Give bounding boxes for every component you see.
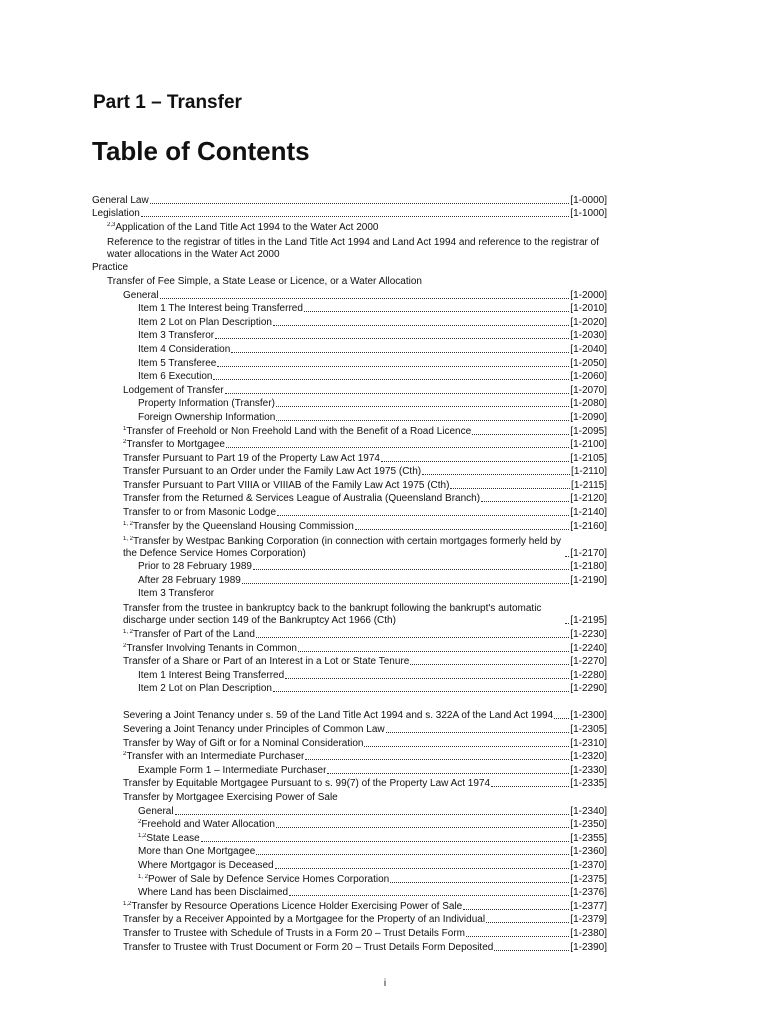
toc-entry-title bbox=[92, 208, 140, 220]
toc-entry-footnote-marker: 1, 2 bbox=[123, 629, 134, 636]
toc-entry-title bbox=[138, 588, 214, 600]
toc-entry-reference: [1-2010] bbox=[570, 303, 607, 315]
toc-entry-footnote-marker: 1 bbox=[123, 425, 127, 432]
toc-entry-text: Transfer Pursuant to Part VIIIA or VIIIAB of the Family Law Act 1975 (Cth) bbox=[123, 479, 450, 491]
toc-entry-text: Transfer by a Receiver Appointed by a Mortgagee for the Property of an Individual bbox=[123, 914, 486, 926]
toc-entry-title bbox=[138, 330, 214, 342]
toc-entry-reference: [1-0000] bbox=[570, 194, 607, 206]
toc-entry-reference: [1-2335] bbox=[570, 778, 607, 790]
toc-leader-dots bbox=[225, 393, 570, 394]
toc-leader-dots bbox=[472, 434, 569, 435]
toc-entry-title bbox=[138, 398, 275, 410]
toc-entry-footnote-marker: 2 bbox=[123, 642, 127, 649]
toc-leader-dots bbox=[226, 447, 569, 448]
toc-leader-dots bbox=[327, 773, 569, 774]
toc-entry[interactable] bbox=[92, 627, 607, 641]
toc-leader-dots bbox=[242, 583, 569, 584]
toc-entry-reference: [1-2377] bbox=[570, 900, 607, 912]
toc-entry-title bbox=[123, 521, 354, 533]
toc-entry-title bbox=[138, 874, 389, 886]
toc-entry-text: General bbox=[123, 289, 159, 301]
toc-entry-reference: [1-2160] bbox=[570, 520, 607, 532]
toc-leader-dots bbox=[256, 637, 569, 638]
toc-leader-dots bbox=[486, 922, 569, 923]
toc-leader-dots bbox=[276, 420, 569, 421]
toc-entry-title bbox=[138, 846, 255, 858]
toc-entry-footnote-marker: 1,2 bbox=[123, 900, 132, 907]
toc-entry-title bbox=[123, 928, 465, 940]
toc-entry-reference: [1-2379] bbox=[570, 914, 607, 926]
toc-entry-title bbox=[138, 317, 272, 329]
toc-leader-dots bbox=[175, 814, 570, 815]
toc-entry-reference: [1-2115] bbox=[571, 479, 607, 491]
toc-leader-dots bbox=[491, 786, 569, 787]
toc-entry-text: Item 6 Execution bbox=[138, 371, 213, 383]
toc-entry-text: Transfer to Mortgagee bbox=[126, 439, 225, 451]
toc-entry[interactable] bbox=[92, 261, 607, 275]
toc-entry[interactable] bbox=[92, 818, 607, 832]
toc-entry-title bbox=[123, 453, 380, 465]
toc-entry[interactable] bbox=[92, 600, 607, 627]
toc-entry[interactable] bbox=[92, 424, 607, 438]
toc-entry-reference: [1-2340] bbox=[570, 805, 607, 817]
toc-entry-title bbox=[123, 439, 225, 451]
toc-entry-title bbox=[138, 412, 275, 424]
toc-entry-text: Transfer Involving Tenants in Common bbox=[126, 642, 297, 654]
toc-entry-text: Item 2 Lot on Plan Description bbox=[138, 316, 272, 328]
toc-entry-title bbox=[138, 833, 200, 845]
toc-leader-dots bbox=[273, 691, 569, 692]
toc-entry-text: Transfer to or from Masonic Lodge bbox=[123, 507, 277, 519]
toc-entry-title bbox=[123, 778, 490, 790]
toc-entry-text: Transfer Pursuant to Part 19 of the Property Law Act 1974 bbox=[123, 452, 380, 464]
toc-entry[interactable] bbox=[92, 872, 607, 886]
toc-leader-dots bbox=[304, 311, 569, 312]
toc-title: Table of Contents bbox=[92, 136, 310, 166]
toc-leader-dots bbox=[231, 352, 569, 353]
toc-entry-reference: [1-2040] bbox=[570, 343, 607, 355]
toc-entry-reference: [1-2375] bbox=[570, 873, 607, 885]
toc-entry-reference: [1-2050] bbox=[570, 357, 607, 369]
toc-entry-text: Item 4 Consideration bbox=[138, 343, 231, 355]
toc-leader-dots bbox=[305, 759, 569, 760]
toc-entry[interactable] bbox=[92, 505, 607, 519]
toc-entry[interactable] bbox=[92, 790, 607, 804]
toc-entry-text: Where Land has been Disclaimed bbox=[138, 887, 289, 899]
toc-entry-reference: [1-2020] bbox=[570, 316, 607, 328]
toc-entry-text: Transfer by Way of Gift or for a Nominal Consideration bbox=[123, 737, 364, 749]
toc-entry[interactable] bbox=[92, 288, 607, 302]
toc-leader-dots bbox=[273, 325, 569, 326]
toc-entry-reference: [1-2240] bbox=[570, 642, 607, 654]
toc-leader-dots bbox=[275, 868, 570, 869]
toc-entry-reference: [1-2140] bbox=[570, 507, 607, 519]
toc-leader-dots bbox=[466, 936, 569, 937]
toc-entry-footnote-marker: 1,2 bbox=[138, 832, 147, 839]
toc-entry-text: Transfer of Freehold or Non Freehold Land with the Benefit of a Road Licence bbox=[126, 425, 472, 437]
toc-leader-dots bbox=[381, 461, 569, 462]
toc-entry[interactable] bbox=[92, 845, 607, 859]
toc-entry-reference: [1-2105] bbox=[570, 452, 607, 464]
toc-entry-reference: [1-2390] bbox=[570, 941, 607, 953]
toc-leader-dots bbox=[285, 678, 569, 679]
toc-entry-footnote-marker: 1, 2 bbox=[123, 535, 134, 542]
toc-entry[interactable] bbox=[92, 641, 607, 655]
toc-entry-reference: [1-1000] bbox=[570, 208, 607, 220]
toc-entry-text: Transfer by Equitable Mortgagee Pursuant to s. 99(7) of the Property Law Act 1974 bbox=[123, 778, 491, 790]
toc-entry-title bbox=[138, 371, 212, 383]
toc-entry-reference: [1-2120] bbox=[570, 493, 607, 505]
toc-entry-title bbox=[123, 507, 276, 519]
toc-entry[interactable] bbox=[92, 274, 607, 288]
toc-entry-footnote-marker: 1, 2 bbox=[123, 520, 134, 527]
toc-entry-text: Transfer from the trustee in bankruptcy back to the bankrupt following the bankrupt's automatic discharge under section 149 of the Bankruptcy Act 1966 (Cth) bbox=[123, 603, 542, 627]
toc-entry-reference: [1-2305] bbox=[570, 724, 607, 735]
toc-entry-reference: [1-2310] bbox=[570, 737, 607, 749]
toc-entry-text: Transfer of a Share or Part of an Interest in a Lot or State Tenure bbox=[123, 656, 410, 668]
toc-leader-dots bbox=[298, 651, 569, 652]
toc-entry-title bbox=[123, 536, 564, 560]
toc-entry[interactable] bbox=[92, 777, 607, 791]
toc-entry-text: Prior to 28 February 1989 bbox=[138, 561, 252, 573]
toc-entry-reference: [1-2230] bbox=[570, 629, 607, 641]
toc-entry-text: Lodgement of Transfer bbox=[123, 384, 224, 396]
toc-entry[interactable] bbox=[92, 383, 607, 397]
toc-entry-reference: [1-2000] bbox=[570, 289, 607, 301]
toc-entry-reference: [1-2090] bbox=[570, 411, 607, 423]
toc-leader-dots bbox=[481, 501, 569, 502]
toc-entry-title bbox=[138, 575, 241, 587]
toc-entry-title bbox=[123, 643, 297, 655]
toc-entry-reference: [1-2080] bbox=[570, 398, 607, 410]
toc-leader-dots bbox=[160, 298, 570, 299]
toc-entry-title bbox=[123, 290, 159, 302]
toc-entry-title bbox=[123, 480, 449, 492]
toc-leader-dots bbox=[253, 569, 569, 570]
toc-entry-title bbox=[123, 792, 338, 804]
toc-entry-text: Transfer by the Queensland Housing Commission bbox=[133, 520, 354, 532]
toc-entry-text: Where Mortgagor is Deceased bbox=[138, 859, 274, 871]
toc-entry-text: Transfer of Part of the Land bbox=[133, 629, 255, 641]
toc-entry-title bbox=[123, 901, 462, 913]
toc-entry-text: Item 5 Transferee bbox=[138, 357, 217, 369]
toc-entry[interactable] bbox=[92, 397, 607, 411]
toc-entry[interactable] bbox=[92, 220, 607, 234]
toc-entry[interactable] bbox=[92, 315, 607, 329]
toc-entry[interactable] bbox=[92, 573, 607, 587]
toc-entry[interactable] bbox=[92, 763, 607, 777]
toc-entry[interactable] bbox=[92, 519, 607, 533]
toc-entry-title bbox=[138, 860, 274, 872]
toc-entry[interactable] bbox=[92, 410, 607, 424]
toc-entry-reference: [1-2110] bbox=[571, 466, 607, 478]
toc-leader-dots bbox=[494, 950, 569, 951]
toc-entry[interactable] bbox=[92, 438, 607, 452]
toc-entry-title bbox=[107, 222, 378, 234]
toc-entry-text: Transfer by Westpac Banking Corporation (in connection with certain mortgages formerly held by the Defence Service Homes Corporation) bbox=[123, 535, 561, 559]
toc-entry-title bbox=[123, 724, 385, 736]
toc-leader-dots bbox=[213, 379, 569, 380]
toc-entry-title bbox=[123, 603, 564, 627]
toc-entry-text: Transfer to Trustee with Trust Document or Form 20 – Trust Details Form Deposited bbox=[123, 941, 494, 953]
toc-entry-title bbox=[123, 466, 421, 478]
toc-entry[interactable] bbox=[92, 451, 607, 465]
toc-entry[interactable] bbox=[92, 560, 607, 574]
toc-entry-title bbox=[123, 751, 304, 763]
toc-entry-title bbox=[123, 914, 485, 926]
toc-entry-title bbox=[138, 887, 288, 899]
toc-leader-dots bbox=[201, 841, 570, 842]
toc-entry[interactable] bbox=[92, 370, 607, 384]
toc-entry-reference: [1-2320] bbox=[570, 751, 607, 763]
toc-entry[interactable] bbox=[92, 329, 607, 343]
toc-entry-footnote-marker: 2,3 bbox=[107, 221, 116, 228]
toc-entry[interactable] bbox=[92, 858, 607, 872]
toc-entry-text: Item 1 Interest Being Transferred bbox=[138, 669, 285, 681]
toc-entry[interactable] bbox=[92, 234, 607, 261]
toc-entry[interactable] bbox=[92, 886, 607, 900]
toc-entry[interactable] bbox=[92, 695, 607, 722]
toc-entry-text: Example Form 1 – Intermediate Purchaser bbox=[138, 764, 327, 776]
toc-entry-footnote-marker: 2 bbox=[123, 751, 127, 758]
toc-entry[interactable] bbox=[92, 478, 607, 492]
toc-entry[interactable] bbox=[92, 207, 607, 221]
toc-entry[interactable] bbox=[92, 736, 607, 750]
toc-entry-title bbox=[138, 561, 252, 573]
toc-entry[interactable] bbox=[92, 804, 607, 818]
toc-entry-reference: [1-2280] bbox=[570, 669, 607, 681]
toc-entry-title bbox=[123, 738, 363, 750]
toc-entry-reference: [1-2370] bbox=[570, 859, 607, 871]
toc-leader-dots bbox=[276, 406, 569, 407]
toc-entry[interactable] bbox=[92, 831, 607, 845]
toc-entry-text: Legislation bbox=[92, 208, 140, 220]
toc-leader-dots bbox=[355, 529, 569, 530]
toc-entry[interactable] bbox=[92, 913, 607, 927]
toc-entry[interactable] bbox=[92, 193, 607, 207]
toc-entry-title bbox=[92, 262, 128, 274]
toc-entry-text: Reference to the registrar of titles in the Land Title Act 1994 and Land Act 1994 and reference to the registrar of water allocations in the Water Act 2000 bbox=[107, 236, 599, 260]
toc-leader-dots bbox=[277, 515, 569, 516]
toc-entry-text: Transfer by Mortgagee Exercising Power of Sale bbox=[123, 791, 338, 803]
toc-leader-dots bbox=[289, 895, 569, 896]
toc-entry-footnote-marker: 2 bbox=[138, 819, 142, 826]
page-number: i bbox=[383, 978, 387, 989]
toc-entry-title bbox=[123, 629, 255, 641]
toc-entry-reference: [1-2290] bbox=[570, 683, 607, 695]
toc-entry-text: Item 3 Transferor bbox=[138, 330, 215, 342]
toc-entry-title bbox=[92, 195, 149, 207]
toc-entry-title bbox=[123, 942, 493, 954]
toc-entry[interactable] bbox=[92, 302, 607, 316]
toc-entry-text: General bbox=[138, 805, 174, 817]
toc-entry-text: Power of Sale by Defence Service Homes Corporation bbox=[148, 873, 390, 885]
toc-entry-title bbox=[123, 493, 480, 505]
toc-entry-text: Transfer with an Intermediate Purchaser bbox=[126, 751, 305, 763]
toc-entry-title bbox=[138, 303, 303, 315]
toc-entry-title bbox=[123, 385, 224, 397]
table-of-contents bbox=[92, 193, 607, 954]
toc-entry-footnote-marker: 2 bbox=[123, 439, 127, 446]
toc-entry-reference: [1-2350] bbox=[570, 819, 607, 831]
toc-entry-title bbox=[138, 358, 216, 370]
toc-entry-text: Freehold and Water Allocation bbox=[141, 819, 275, 831]
toc-leader-dots bbox=[256, 854, 569, 855]
toc-leader-dots bbox=[410, 664, 569, 665]
toc-leader-dots bbox=[150, 203, 570, 204]
toc-leader-dots bbox=[141, 216, 569, 217]
toc-entry-reference: [1-2095] bbox=[570, 425, 607, 437]
toc-entry[interactable] bbox=[92, 926, 607, 940]
toc-entry-reference: [1-2195] bbox=[570, 615, 607, 627]
part-title: Part 1 – Transfer bbox=[93, 92, 242, 113]
toc-leader-dots bbox=[217, 366, 569, 367]
toc-entry-title bbox=[107, 237, 601, 261]
toc-entry-title bbox=[138, 765, 326, 777]
toc-entry-text: Item 2 Lot on Plan Description bbox=[138, 683, 272, 695]
toc-entry-text: General Law bbox=[92, 194, 149, 206]
toc-entry-reference: [1-2180] bbox=[570, 561, 607, 573]
toc-entry-title bbox=[123, 656, 409, 668]
toc-entry-reference: [1-2100] bbox=[570, 439, 607, 451]
toc-leader-dots bbox=[215, 338, 569, 339]
toc-entry-title bbox=[138, 670, 284, 682]
toc-entry-text: Foreign Ownership Information bbox=[138, 411, 276, 423]
toc-leader-dots bbox=[554, 718, 569, 719]
toc-entry-title bbox=[123, 426, 471, 438]
toc-entry-title bbox=[123, 710, 553, 722]
toc-entry-text: Severing a Joint Tenancy under Principles of Common Law bbox=[123, 724, 385, 735]
toc-entry[interactable] bbox=[92, 899, 607, 913]
toc-entry-reference: [1-2300] bbox=[570, 710, 607, 722]
toc-entry-title bbox=[107, 276, 422, 288]
toc-entry[interactable] bbox=[92, 465, 607, 479]
toc-entry-footnote-marker: 1, 2 bbox=[138, 873, 149, 880]
toc-entry[interactable] bbox=[92, 682, 607, 696]
toc-leader-dots bbox=[276, 827, 569, 828]
toc-entry[interactable] bbox=[92, 356, 607, 370]
toc-entry-text: Transfer by Resource Operations Licence Holder Exercising Power of Sale bbox=[131, 900, 463, 912]
toc-entry-title bbox=[138, 344, 230, 356]
toc-entry-title bbox=[138, 806, 174, 818]
toc-entry-text: Application of the Land Title Act 1994 to the Water Act 2000 bbox=[115, 221, 379, 233]
toc-entry-text: Item 1 The Interest being Transferred bbox=[138, 303, 303, 315]
toc-leader-dots bbox=[565, 623, 569, 624]
toc-entry-reference: [1-2330] bbox=[570, 764, 607, 776]
toc-entry-reference: [1-2355] bbox=[570, 832, 607, 844]
toc-entry-text: Transfer to Trustee with Schedule of Trusts in a Form 20 – Trust Details Form bbox=[123, 927, 465, 939]
toc-entry-reference: [1-2070] bbox=[570, 384, 607, 396]
toc-leader-dots bbox=[386, 732, 570, 733]
toc-entry[interactable] bbox=[92, 533, 607, 560]
toc-leader-dots bbox=[422, 474, 570, 475]
toc-entry[interactable] bbox=[92, 492, 607, 506]
toc-entry-text: After 28 February 1989 bbox=[138, 574, 241, 586]
toc-leader-dots bbox=[450, 488, 570, 489]
toc-entry-reference: [1-2060] bbox=[570, 371, 607, 383]
toc-leader-dots bbox=[463, 909, 569, 910]
toc-entry-text: Transfer Pursuant to an Order under the Family Law Act 1975 (Cth) bbox=[123, 466, 422, 478]
toc-leader-dots bbox=[364, 746, 569, 747]
toc-entry-title bbox=[138, 683, 272, 695]
toc-entry-reference: [1-2360] bbox=[570, 846, 607, 858]
toc-entry[interactable] bbox=[92, 342, 607, 356]
toc-entry-reference: [1-2030] bbox=[570, 330, 607, 342]
toc-entry-text: State Lease bbox=[146, 832, 200, 844]
toc-entry[interactable] bbox=[92, 587, 607, 601]
toc-entry-text: Practice bbox=[92, 262, 129, 274]
toc-entry[interactable] bbox=[92, 940, 607, 954]
toc-entry-reference: [1-2380] bbox=[570, 927, 607, 939]
toc-entry-title bbox=[138, 819, 275, 831]
toc-entry[interactable] bbox=[92, 668, 607, 682]
toc-leader-dots bbox=[390, 882, 569, 883]
toc-entry-text: More than One Mortgagee bbox=[138, 846, 256, 858]
toc-leader-dots bbox=[565, 556, 569, 557]
toc-entry-reference: [1-2170] bbox=[570, 547, 607, 559]
toc-entry[interactable] bbox=[92, 722, 607, 736]
toc-entry-text: Transfer of Fee Simple, a State Lease or Licence, or a Water Allocation bbox=[107, 275, 422, 287]
toc-entry-text: Transfer from the Returned & Services League of Australia (Queensland Branch) bbox=[123, 493, 481, 505]
toc-entry-text: Severing a Joint Tenancy under s. 59 of the Land Title Act 1994 and s. 322A of the Land Act 1994 bbox=[123, 710, 554, 722]
toc-entry-text: Property Information (Transfer) bbox=[138, 398, 275, 410]
toc-entry-reference: [1-2270] bbox=[570, 656, 607, 668]
toc-entry-text: Item 3 Transferor bbox=[138, 588, 215, 600]
toc-entry[interactable] bbox=[92, 750, 607, 764]
toc-entry[interactable] bbox=[92, 655, 607, 669]
toc-entry-reference: [1-2376] bbox=[570, 887, 607, 899]
toc-entry-reference: [1-2190] bbox=[570, 574, 607, 586]
